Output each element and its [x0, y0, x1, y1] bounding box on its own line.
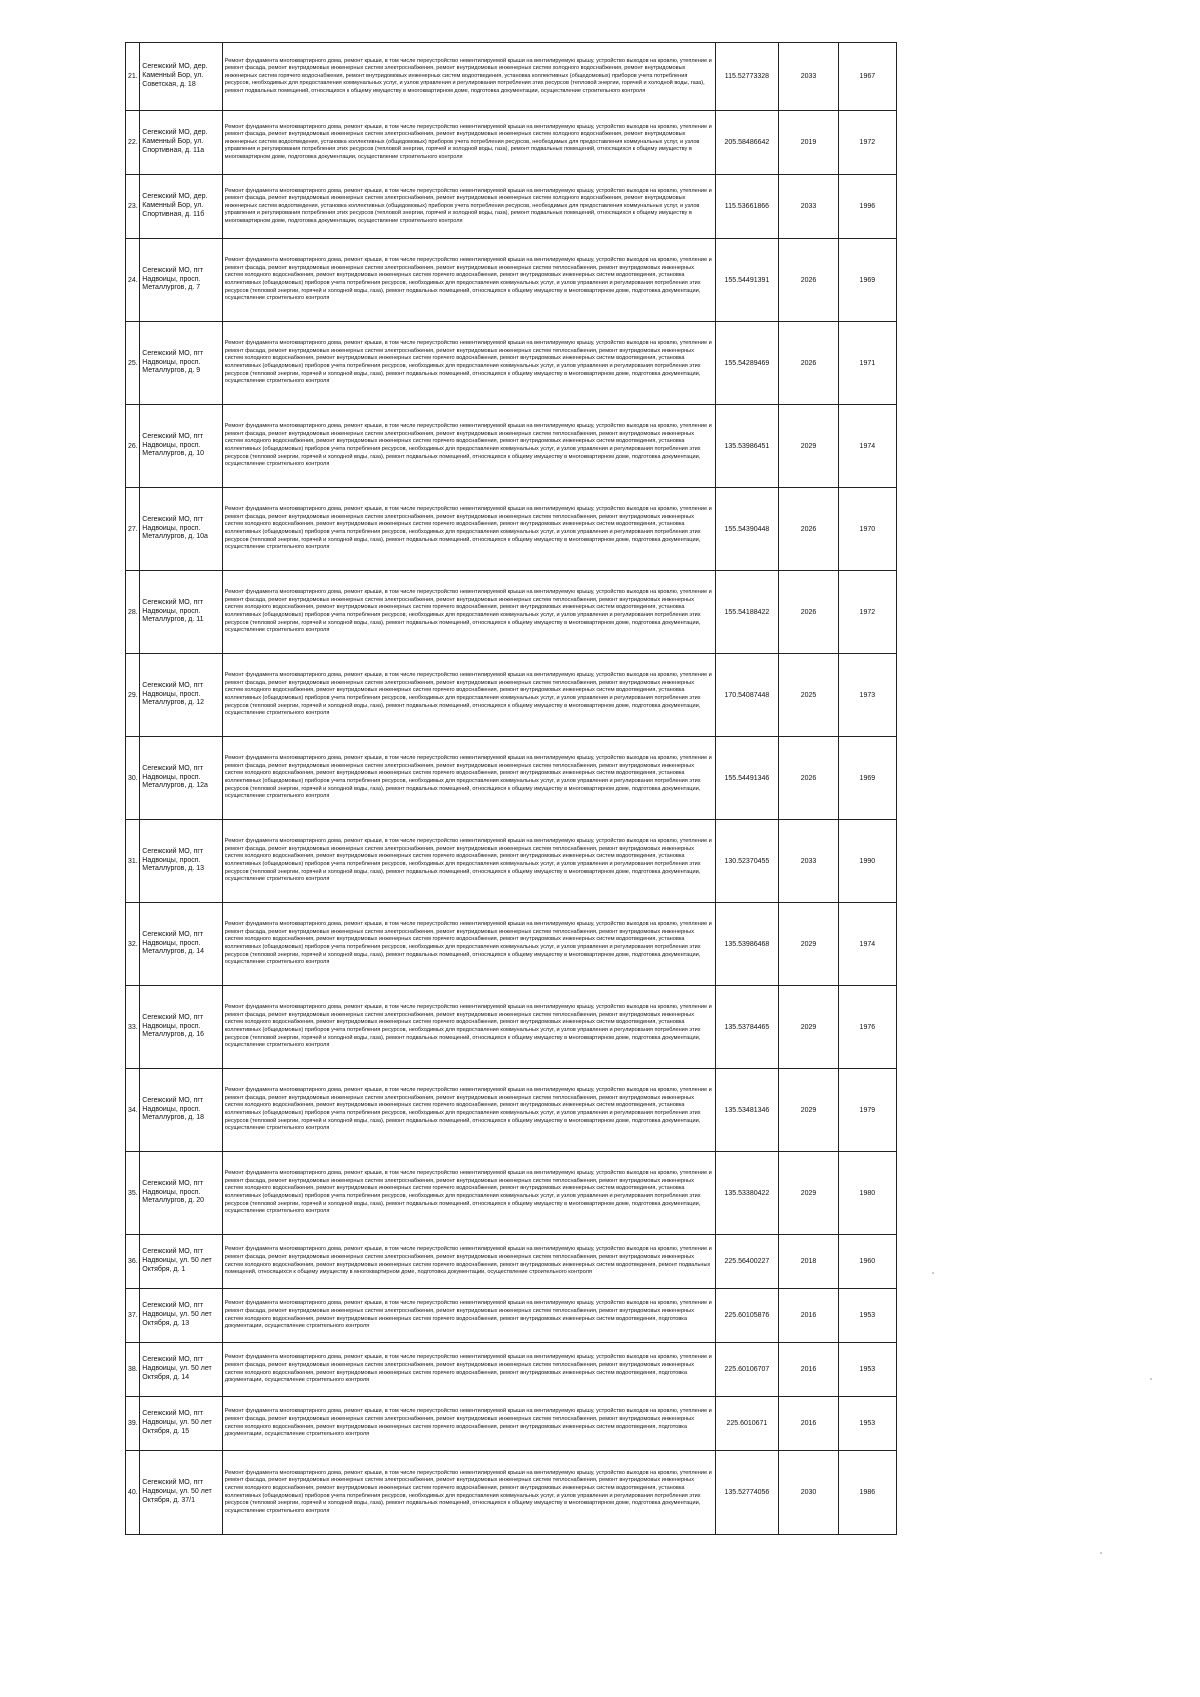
- cost-cell: 225.56400227: [715, 1235, 779, 1289]
- table-row: [126, 405, 897, 488]
- row-number: 40.: [126, 1451, 140, 1535]
- row-number: 21.: [126, 43, 140, 111]
- build-year-cell: 1953: [838, 1343, 896, 1397]
- table-row: [126, 654, 897, 737]
- works-cell: Ремонт фундамента многоквартирного дома, ремонт крыши, в том числе переустройство невентилируемой крыши на вентилируемую крышу, устройство выходов на кровлю, утепление и ремонт фасада, ремонт внутридомовых инженерных систем электроснабжения, ремонт внутридомовых инженерных систем теплоснабжения, ремонт внутридомовых инженерных систем холодного водоснабжения, ремонт внутридомовых инженерных систем горячего водоснабжения, ремонт внутридомовых инженерных систем водоотведения, установка коллективных (общедомовых) приборов учета потребления ресурсов, необходимых для предоставления коммунальных услуг, и узлов управления и регулирования потребления этих ресурсов (тепловой энергии, горячей и холодной воды, газа), ремонт подвальных помещений, относящихся к общему имуществу в многоквартирном доме, подготовка документации, осуществление строительного контроля: [222, 239, 715, 322]
- repair-year-cell: 2026: [779, 322, 838, 405]
- works-cell: Ремонт фундамента многоквартирного дома, ремонт крыши, в том числе переустройство невентилируемой крыши на вентилируемую крышу, устройство выходов на кровлю, утепление и ремонт фасада, ремонт внутридомовых инженерных систем электроснабжения, ремонт внутридомовых инженерных систем теплоснабжения, ремонт внутридомовых инженерных систем холодного водоснабжения, ремонт внутридомовых инженерных систем горячего водоснабжения, ремонт внутридомовых инженерных систем водоотведения, установка коллективных (общедомовых) приборов учета потребления ресурсов, необходимых для предоставления коммунальных услуг, и узлов управления и регулирования потребления этих ресурсов (тепловой энергии, горячей и холодной воды, газа), ремонт подвальных помещений, относящихся к общему имуществу в многоквартирном доме, подготовка документации, осуществление строительного контроля: [222, 903, 715, 986]
- cost-cell: 135.53784465: [715, 986, 779, 1069]
- cost-cell: 170.54087448: [715, 654, 779, 737]
- works-cell: Ремонт фундамента многоквартирного дома, ремонт крыши, в том числе переустройство невентилируемой крыши на вентилируемую крышу, устройство выходов на кровлю, утепление и ремонт фасада, ремонт внутридомовых инженерных систем электроснабжения, ремонт внутридомовых инженерных систем теплоснабжения, ремонт внутридомовых инженерных систем холодного водоснабжения, ремонт внутридомовых инженерных систем горячего водоснабжения, ремонт внутридомовых инженерных систем водоотведения, установка коллективных (общедомовых) приборов учета потребления ресурсов, необходимых для предоставления коммунальных услуг, и узлов управления и регулирования потребления этих ресурсов (тепловой энергии, горячей и холодной воды, газа), ремонт подвальных помещений, относящихся к общему имуществу в многоквартирном доме, подготовка документации, осуществление строительного контроля: [222, 405, 715, 488]
- cost-cell: 155.54289469: [715, 322, 779, 405]
- works-cell: Ремонт фундамента многоквартирного дома, ремонт крыши, в том числе переустройство невентилируемой крыши на вентилируемую крышу, устройство выходов на кровлю, утепление и ремонт фасада, ремонт внутридомовых инженерных систем электроснабжения, ремонт внутридомовых инженерных систем теплоснабжения, ремонт внутридомовых инженерных систем холодного водоснабжения, ремонт внутридомовых инженерных систем горячего водоснабжения, ремонт внутридомовых инженерных систем водоотведения, подготовка документации, осуществление строительного контроля: [222, 1397, 715, 1451]
- build-year-cell: 1953: [838, 1289, 896, 1343]
- address-cell: Сегежский МО, пгт Надвоицы, просп. Металлургов, д. 10а: [140, 488, 222, 571]
- build-year-cell: 1990: [838, 820, 896, 903]
- repair-year-cell: 2029: [779, 405, 838, 488]
- works-cell: Ремонт фундамента многоквартирного дома, ремонт крыши, в том числе переустройство невентилируемой крыши на вентилируемую крышу, устройство выходов на кровлю, утепление и ремонт фасада, ремонт внутридомовых инженерных систем электроснабжения, ремонт внутридомовых инженерных систем теплоснабжения, ремонт внутридомовых инженерных систем холодного водоснабжения, ремонт внутридомовых инженерных систем горячего водоснабжения, ремонт внутридомовых инженерных систем водоотведения, установка коллективных (общедомовых) приборов учета потребления ресурсов, необходимых для предоставления коммунальных услуг, и узлов управления и регулирования потребления этих ресурсов (тепловой энергии, горячей и холодной воды, газа), ремонт подвальных помещений, относящихся к общему имуществу в многоквартирном доме, подготовка документации, осуществление строительного контроля: [222, 1451, 715, 1535]
- build-year-cell: 1960: [838, 1235, 896, 1289]
- table-row: [126, 1397, 897, 1451]
- build-year-cell: 1996: [838, 175, 896, 239]
- repair-year-cell: 2019: [779, 111, 838, 175]
- build-year-cell: 1970: [838, 488, 896, 571]
- table-row: [126, 1152, 897, 1235]
- repair-year-cell: 2025: [779, 654, 838, 737]
- table-row: [126, 820, 897, 903]
- cost-cell: 115.52773328: [715, 43, 779, 111]
- table-row: [126, 322, 897, 405]
- table-row: [126, 903, 897, 986]
- build-year-cell: 1973: [838, 654, 896, 737]
- repair-year-cell: 2026: [779, 737, 838, 820]
- repair-year-cell: 2029: [779, 1069, 838, 1152]
- cost-cell: 225.60105876: [715, 1289, 779, 1343]
- cost-cell: 115.53661866: [715, 175, 779, 239]
- works-cell: Ремонт фундамента многоквартирного дома, ремонт крыши, в том числе переустройство невентилируемой крыши на вентилируемую крышу, устройство выходов на кровлю, утепление и ремонт фасада, ремонт внутридомовых инженерных систем электроснабжения, ремонт внутридомовых инженерных систем теплоснабжения, ремонт внутридомовых инженерных систем холодного водоснабжения, ремонт внутридомовых инженерных систем горячего водоснабжения, ремонт внутридомовых инженерных систем водоотведения, подготовка документации, осуществление строительного контроля: [222, 1289, 715, 1343]
- address-cell: Сегежский МО, пгт Надвоицы, просп. Металлургов, д. 20: [140, 1152, 222, 1235]
- cost-cell: 225.6010671: [715, 1397, 779, 1451]
- scan-speck: [1150, 1378, 1152, 1380]
- cost-cell: 155.54188422: [715, 571, 779, 654]
- table-row: [126, 1235, 897, 1289]
- table-row: [126, 1289, 897, 1343]
- address-cell: Сегежский МО, пгт Надвоицы, ул. 50 лет Октября, д. 14: [140, 1343, 222, 1397]
- address-cell: Сегежский МО, пгт Надвоицы, просп. Металлургов, д. 11: [140, 571, 222, 654]
- repair-year-cell: 2026: [779, 488, 838, 571]
- table-row: [126, 1343, 897, 1397]
- works-cell: Ремонт фундамента многоквартирного дома, ремонт крыши, в том числе переустройство невентилируемой крыши на вентилируемую крышу, устройство выходов на кровлю, утепление и ремонт фасада, ремонт внутридомовых инженерных систем электроснабжения, ремонт внутридомовых инженерных систем теплоснабжения, ремонт внутридомовых инженерных систем холодного водоснабжения, ремонт внутридомовых инженерных систем горячего водоснабжения, ремонт внутридомовых инженерных систем водоотведения, установка коллективных (общедомовых) приборов учета потребления ресурсов, необходимых для предоставления коммунальных услуг, и узлов управления и регулирования потребления этих ресурсов (тепловой энергии, горячей и холодной воды, газа), ремонт подвальных помещений, относящихся к общему имуществу в многоквартирном доме, подготовка документации, осуществление строительного контроля: [222, 1152, 715, 1235]
- address-cell: Сегежский МО, пгт Надвоицы, ул. 50 лет Октября, д. 13: [140, 1289, 222, 1343]
- works-cell: Ремонт фундамента многоквартирного дома, ремонт крыши, в том числе переустройство невентилируемой крыши на вентилируемую крышу, устройство выходов на кровлю, утепление и ремонт фасада, ремонт внутридомовых инженерных систем электроснабжения, ремонт внутридомовых инженерных систем теплоснабжения, ремонт внутридомовых инженерных систем холодного водоснабжения, ремонт внутридомовых инженерных систем горячего водоснабжения, ремонт внутридомовых инженерных систем водоотведения, установка коллективных (общедомовых) приборов учета потребления ресурсов, необходимых для предоставления коммунальных услуг, и узлов управления и регулирования потребления этих ресурсов (тепловой энергии, горячей и холодной воды, газа), ремонт подвальных помещений, относящихся к общему имуществу в многоквартирном доме, подготовка документации, осуществление строительного контроля: [222, 820, 715, 903]
- table-row: [126, 571, 897, 654]
- table-row: [126, 111, 897, 175]
- works-cell: Ремонт фундамента многоквартирного дома, ремонт крыши, в том числе переустройство невентилируемой крыши на вентилируемую крышу, устройство выходов на кровлю, утепление и ремонт фасада, ремонт внутридомовых инженерных систем электроснабжения, ремонт внутридомовых инженерных систем холодного водоснабжения, ремонт внутридомовых инженерных систем горячего водоснабжения, ремонт внутридомовых инженерных систем водоотведения, установка коллективных (общедомовых) приборов учета потребления ресурсов, необходимых для предоставления коммунальных услуг, и узлов управления и регулирования потребления этих ресурсов (тепловой энергии, горячей и холодной воды, газа), ремонт подвальных помещений, относящихся к общему имуществу в многоквартирном доме, подготовка документации, осуществление строительного контроля: [222, 43, 715, 111]
- row-number: 29.: [126, 654, 140, 737]
- address-cell: Сегежский МО, пгт Надвоицы, ул. 50 лет Октября, д. 15: [140, 1397, 222, 1451]
- address-cell: Сегежский МО, пгт Надвоицы, просп. Металлургов, д. 7: [140, 239, 222, 322]
- address-cell: Сегежский МО, пгт Надвоицы, просп. Металлургов, д. 10: [140, 405, 222, 488]
- build-year-cell: 1969: [838, 737, 896, 820]
- cost-cell: 155.54491391: [715, 239, 779, 322]
- works-cell: Ремонт фундамента многоквартирного дома, ремонт крыши, в том числе переустройство невентилируемой крыши на вентилируемую крышу, устройство выходов на кровлю, утепление и ремонт фасада, ремонт внутридомовых инженерных систем электроснабжения, ремонт внутридомовых инженерных систем теплоснабжения, ремонт внутридомовых инженерных систем холодного водоснабжения, ремонт внутридомовых инженерных систем горячего водоснабжения, ремонт внутридомовых инженерных систем водоотведения, ремонт подвальных помещений, относящихся к общему имуществу в многоквартирном доме, подготовка документации, осуществление строительного контроля: [222, 1235, 715, 1289]
- table-row: [126, 986, 897, 1069]
- address-cell: Сегежский МО, дер. Каменный Бор, ул. Спортивная, д. 11б: [140, 175, 222, 239]
- cost-cell: 130.52370455: [715, 820, 779, 903]
- cost-cell: 205.58486642: [715, 111, 779, 175]
- works-cell: Ремонт фундамента многоквартирного дома, ремонт крыши, в том числе переустройство невентилируемой крыши на вентилируемую крышу, устройство выходов на кровлю, утепление и ремонт фасада, ремонт внутридомовых инженерных систем электроснабжения, ремонт внутридомовых инженерных систем теплоснабжения, ремонт внутридомовых инженерных систем холодного водоснабжения, ремонт внутридомовых инженерных систем горячего водоснабжения, ремонт внутридомовых инженерных систем водоотведения, установка коллективных (общедомовых) приборов учета потребления ресурсов, необходимых для предоставления коммунальных услуг, и узлов управления и регулирования потребления этих ресурсов (тепловой энергии, горячей и холодной воды, газа), ремонт подвальных помещений, относящихся к общему имуществу в многоквартирном доме, подготовка документации, осуществление строительного контроля: [222, 1069, 715, 1152]
- cost-cell: 155.54390448: [715, 488, 779, 571]
- row-number: 37.: [126, 1289, 140, 1343]
- row-number: 34.: [126, 1069, 140, 1152]
- table-row: [126, 1451, 897, 1535]
- address-cell: Сегежский МО, пгт Надвоицы, просп. Металлургов, д. 14: [140, 903, 222, 986]
- works-cell: Ремонт фундамента многоквартирного дома, ремонт крыши, в том числе переустройство невентилируемой крыши на вентилируемую крышу, устройство выходов на кровлю, утепление и ремонт фасада, ремонт внутридомовых инженерных систем электроснабжения, ремонт внутридомовых инженерных систем теплоснабжения, ремонт внутридомовых инженерных систем холодного водоснабжения, ремонт внутридомовых инженерных систем горячего водоснабжения, ремонт внутридомовых инженерных систем водоотведения, установка коллективных (общедомовых) приборов учета потребления ресурсов, необходимых для предоставления коммунальных услуг, и узлов управления и регулирования потребления этих ресурсов (тепловой энергии, горячей и холодной воды, газа), ремонт подвальных помещений, относящихся к общему имуществу в многоквартирном доме, подготовка документации, осуществление строительного контроля: [222, 654, 715, 737]
- table-row: [126, 1069, 897, 1152]
- row-number: 38.: [126, 1343, 140, 1397]
- cost-cell: 135.52774056: [715, 1451, 779, 1535]
- works-cell: Ремонт фундамента многоквартирного дома, ремонт крыши, в том числе переустройство невентилируемой крыши на вентилируемую крышу, устройство выходов на кровлю, утепление и ремонт фасада, ремонт внутридомовых инженерных систем электроснабжения, ремонт внутридомовых инженерных систем теплоснабжения, ремонт внутридомовых инженерных систем холодного водоснабжения, ремонт внутридомовых инженерных систем горячего водоснабжения, ремонт внутридомовых инженерных систем водоотведения, установка коллективных (общедомовых) приборов учета потребления ресурсов, необходимых для предоставления коммунальных услуг, и узлов управления и регулирования потребления этих ресурсов (тепловой энергии, горячей и холодной воды, газа), ремонт подвальных помещений, относящихся к общему имуществу в многоквартирном доме, подготовка документации, осуществление строительного контроля: [222, 571, 715, 654]
- row-number: 33.: [126, 986, 140, 1069]
- row-number: 30.: [126, 737, 140, 820]
- row-number: 39.: [126, 1397, 140, 1451]
- repair-year-cell: 2026: [779, 571, 838, 654]
- works-cell: Ремонт фундамента многоквартирного дома, ремонт крыши, в том числе переустройство невентилируемой крыши на вентилируемую крышу, устройство выходов на кровлю, утепление и ремонт фасада, ремонт внутридомовых инженерных систем электроснабжения, ремонт внутридомовых инженерных систем теплоснабжения, ремонт внутридомовых инженерных систем холодного водоснабжения, ремонт внутридомовых инженерных систем горячего водоснабжения, ремонт внутридомовых инженерных систем водоотведения, установка коллективных (общедомовых) приборов учета потребления ресурсов, необходимых для предоставления коммунальных услуг, и узлов управления и регулирования потребления этих ресурсов (тепловой энергии, горячей и холодной воды, газа), ремонт подвальных помещений, относящихся к общему имуществу в многоквартирном доме, подготовка документации, осуществление строительного контроля: [222, 986, 715, 1069]
- address-cell: Сегежский МО, пгт Надвоицы, просп. Металлургов, д. 12: [140, 654, 222, 737]
- works-cell: Ремонт фундамента многоквартирного дома, ремонт крыши, в том числе переустройство невентилируемой крыши на вентилируемую крышу, устройство выходов на кровлю, утепление и ремонт фасада, ремонт внутридомовых инженерных систем электроснабжения, ремонт внутридомовых инженерных систем теплоснабжения, ремонт внутридомовых инженерных систем холодного водоснабжения, ремонт внутридомовых инженерных систем горячего водоснабжения, ремонт внутридомовых инженерных систем водоотведения, установка коллективных (общедомовых) приборов учета потребления ресурсов, необходимых для предоставления коммунальных услуг, и узлов управления и регулирования потребления этих ресурсов (тепловой энергии, горячей и холодной воды, газа), ремонт подвальных помещений, относящихся к общему имуществу в многоквартирном доме, подготовка документации, осуществление строительного контроля: [222, 737, 715, 820]
- build-year-cell: 1974: [838, 405, 896, 488]
- repair-year-cell: 2033: [779, 820, 838, 903]
- build-year-cell: 1986: [838, 1451, 896, 1535]
- table-row: [126, 43, 897, 111]
- build-year-cell: 1967: [838, 43, 896, 111]
- build-year-cell: 1979: [838, 1069, 896, 1152]
- table-body: [126, 43, 897, 1535]
- row-number: 28.: [126, 571, 140, 654]
- address-cell: Сегежский МО, пгт Надвоицы, просп. Металлургов, д. 12а: [140, 737, 222, 820]
- repair-year-cell: 2016: [779, 1343, 838, 1397]
- row-number: 35.: [126, 1152, 140, 1235]
- repair-year-cell: 2029: [779, 986, 838, 1069]
- cost-cell: 135.53986468: [715, 903, 779, 986]
- cost-cell: 135.53481346: [715, 1069, 779, 1152]
- row-number: 26.: [126, 405, 140, 488]
- repair-year-cell: 2029: [779, 1152, 838, 1235]
- repair-year-cell: 2026: [779, 239, 838, 322]
- cost-cell: 155.54491346: [715, 737, 779, 820]
- row-number: 22.: [126, 111, 140, 175]
- repair-year-cell: 2033: [779, 43, 838, 111]
- works-cell: Ремонт фундамента многоквартирного дома, ремонт крыши, в том числе переустройство невентилируемой крыши на вентилируемую крышу, устройство выходов на кровлю, утепление и ремонт фасада, ремонт внутридомовых инженерных систем электроснабжения, ремонт внутридомовых инженерных систем теплоснабжения, ремонт внутридомовых инженерных систем холодного водоснабжения, ремонт внутридомовых инженерных систем горячего водоснабжения, ремонт внутридомовых инженерных систем водоотведения, установка коллективных (общедомовых) приборов учета потребления ресурсов, необходимых для предоставления коммунальных услуг, и узлов управления и регулирования потребления этих ресурсов (тепловой энергии, горячей и холодной воды, газа), ремонт подвальных помещений, относящихся к общему имуществу в многоквартирном доме, подготовка документации, осуществление строительного контроля: [222, 488, 715, 571]
- works-cell: Ремонт фундамента многоквартирного дома, ремонт крыши, в том числе переустройство невентилируемой крыши на вентилируемую крышу, устройство выходов на кровлю, утепление и ремонт фасада, ремонт внутридомовых инженерных систем электроснабжения, ремонт внутридомовых инженерных систем холодного водоснабжения, ремонт внутридомовых инженерных систем водоотведения, установка коллективных (общедомовых) приборов учета потребления ресурсов, необходимых для предоставления коммунальных услуг, и узлов управления и регулирования потребления этих ресурсов (тепловой энергии, горячей и холодной воды, газа), ремонт подвальных помещений, относящихся к общему имуществу в многоквартирном доме, подготовка документации, осуществление строительного контроля: [222, 175, 715, 239]
- row-number: 31.: [126, 820, 140, 903]
- table-row: [126, 737, 897, 820]
- row-number: 32.: [126, 903, 140, 986]
- works-cell: Ремонт фундамента многоквартирного дома, ремонт крыши, в том числе переустройство невентилируемой крыши на вентилируемую крышу, устройство выходов на кровлю, утепление и ремонт фасада, ремонт внутридомовых инженерных систем электроснабжения, ремонт внутридомовых инженерных систем теплоснабжения, ремонт внутридомовых инженерных систем холодного водоснабжения, ремонт внутридомовых инженерных систем горячего водоснабжения, ремонт внутридомовых инженерных систем водоотведения, установка коллективных (общедомовых) приборов учета потребления ресурсов, необходимых для предоставления коммунальных услуг, и узлов управления и регулирования потребления этих ресурсов (тепловой энергии, горячей и холодной воды, газа), ремонт подвальных помещений, относящихся к общему имуществу в многоквартирном доме, подготовка документации, осуществление строительного контроля: [222, 322, 715, 405]
- build-year-cell: 1976: [838, 986, 896, 1069]
- build-year-cell: 1972: [838, 571, 896, 654]
- build-year-cell: 1969: [838, 239, 896, 322]
- row-number: 36.: [126, 1235, 140, 1289]
- row-number: 25.: [126, 322, 140, 405]
- scan-speck: [932, 1272, 934, 1274]
- build-year-cell: 1980: [838, 1152, 896, 1235]
- address-cell: Сегежский МО, пгт Надвоицы, ул. 50 лет Октября, д. 37/1: [140, 1451, 222, 1535]
- works-cell: Ремонт фундамента многоквартирного дома, ремонт крыши, в том числе переустройство невентилируемой крыши на вентилируемую крышу, устройство выходов на кровлю, утепление и ремонт фасада, ремонт внутридомовых инженерных систем электроснабжения, ремонт внутридомовых инженерных систем теплоснабжения, ремонт внутридомовых инженерных систем холодного водоснабжения, ремонт внутридомовых инженерных систем горячего водоснабжения, ремонт внутридомовых инженерных систем водоотведения, подготовка документации, осуществление строительного контроля: [222, 1343, 715, 1397]
- address-cell: Сегежский МО, пгт Надвоицы, просп. Металлургов, д. 9: [140, 322, 222, 405]
- table-row: [126, 175, 897, 239]
- repair-year-cell: 2033: [779, 175, 838, 239]
- address-cell: Сегежский МО, пгт Надвоицы, просп. Металлургов, д. 13: [140, 820, 222, 903]
- table-row: [126, 239, 897, 322]
- build-year-cell: 1972: [838, 111, 896, 175]
- address-cell: Сегежский МО, пгт Надвоицы, просп. Металлургов, д. 18: [140, 1069, 222, 1152]
- scan-speck: [1100, 1552, 1102, 1554]
- cost-cell: 135.53986451: [715, 405, 779, 488]
- row-number: 27.: [126, 488, 140, 571]
- capital-repair-table: [125, 42, 897, 1535]
- repair-year-cell: 2029: [779, 903, 838, 986]
- repair-year-cell: 2030: [779, 1451, 838, 1535]
- address-cell: Сегежский МО, пгт Надвоицы, ул. 50 лет Октября, д. 1: [140, 1235, 222, 1289]
- cost-cell: 225.60106707: [715, 1343, 779, 1397]
- address-cell: Сегежский МО, пгт Надвоицы, просп. Металлургов, д. 16: [140, 986, 222, 1069]
- row-number: 24.: [126, 239, 140, 322]
- build-year-cell: 1971: [838, 322, 896, 405]
- table-row: [126, 488, 897, 571]
- repair-year-cell: 2016: [779, 1397, 838, 1451]
- repair-year-cell: 2016: [779, 1289, 838, 1343]
- address-cell: Сегежский МО, дер. Каменный Бор, ул. Советская, д. 18: [140, 43, 222, 111]
- row-number: 23.: [126, 175, 140, 239]
- build-year-cell: 1953: [838, 1397, 896, 1451]
- works-cell: Ремонт фундамента многоквартирного дома, ремонт крыши, в том числе переустройство невентилируемой крыши на вентилируемую крышу, устройство выходов на кровлю, утепление и ремонт фасада, ремонт внутридомовых инженерных систем электроснабжения, ремонт внутридомовых инженерных систем холодного водоснабжения, ремонт внутридомовых инженерных систем водоотведения, установка коллективных (общедомовых) приборов учета потребления ресурсов, необходимых для предоставления коммунальных услуг, и узлов управления и регулирования потребления этих ресурсов (тепловой энергии, горячей и холодной воды, газа), ремонт подвальных помещений, относящихся к общему имуществу в многоквартирном доме, подготовка документации, осуществление строительного контроля: [222, 111, 715, 175]
- build-year-cell: 1974: [838, 903, 896, 986]
- cost-cell: 135.53380422: [715, 1152, 779, 1235]
- repair-year-cell: 2018: [779, 1235, 838, 1289]
- address-cell: Сегежский МО, дер. Каменный Бор, ул. Спортивная, д. 11а: [140, 111, 222, 175]
